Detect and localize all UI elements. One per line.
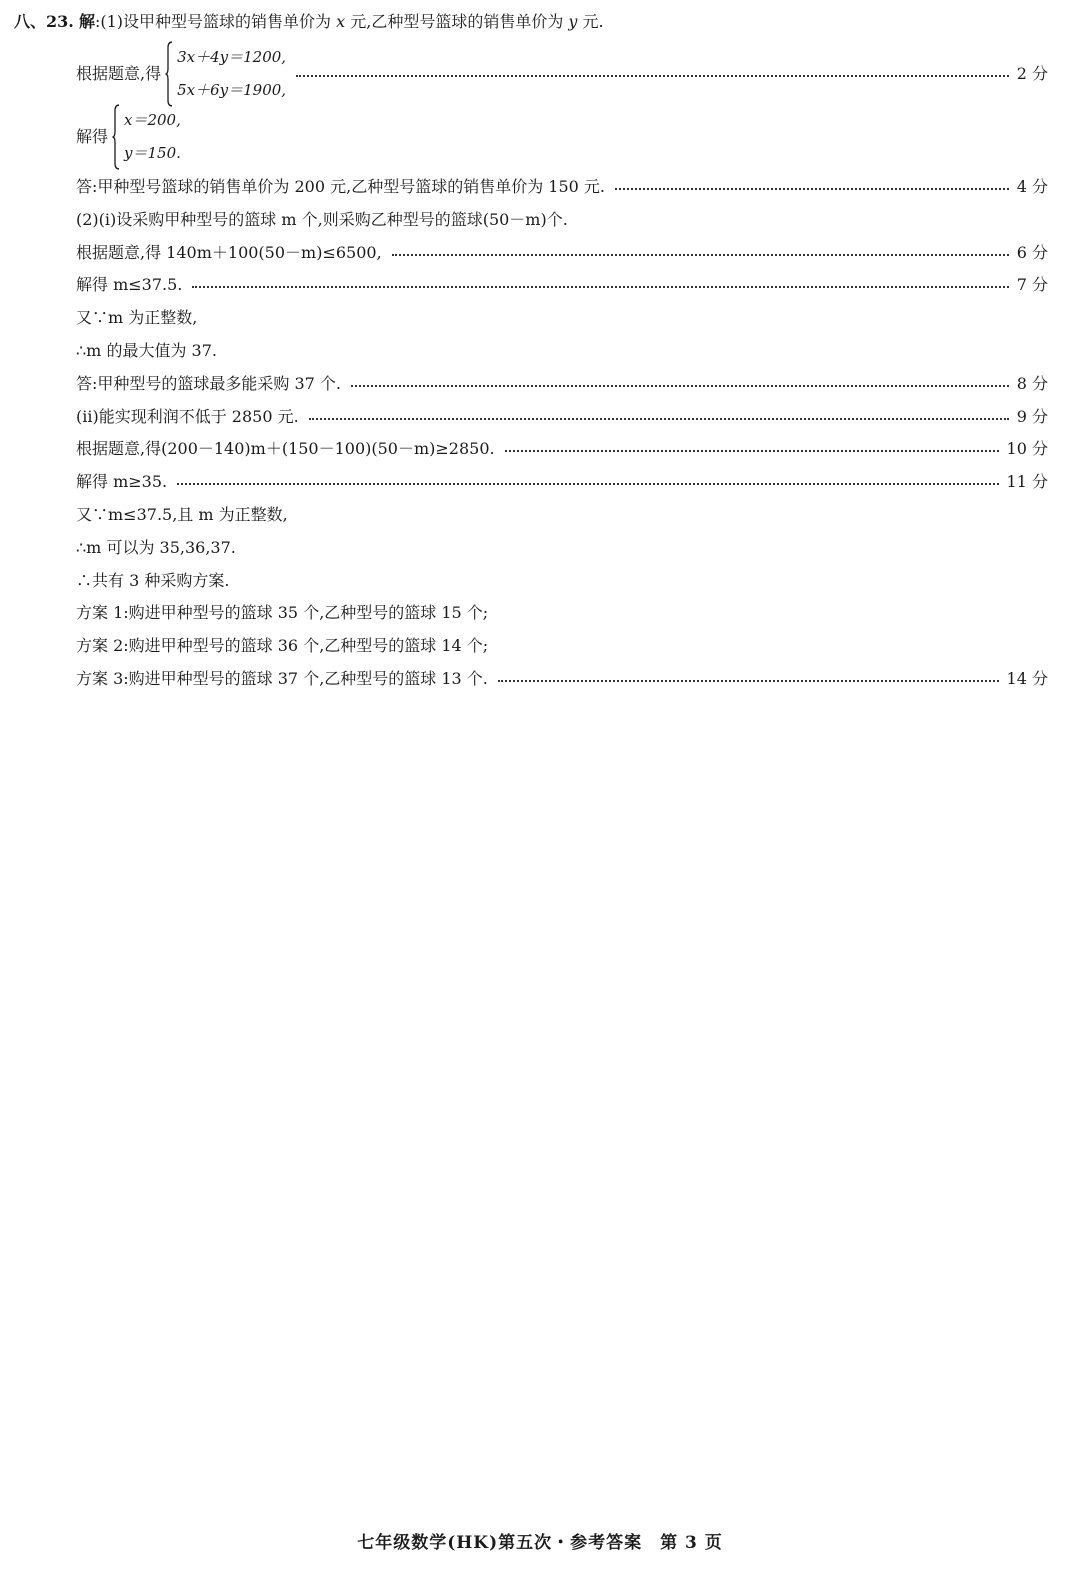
system-eq-2: 5x＋6y＝1900, [177,81,287,99]
line-text: (ⅱ)能实现利润不低于 2850 元. [76,406,299,426]
dot-leader [392,254,1009,256]
solution-line-answer1 [76,176,1048,198]
solution-line-because2 [76,504,1048,526]
score-label: 10 分 [1006,439,1048,459]
left-brace-icon [112,104,120,170]
line-text: 答:甲种型号篮球的销售单价为 200 元,乙种型号篮球的销售单价为 150 元. [76,177,605,196]
solution-line-solve1 [76,274,1048,296]
score-label: 7 分 [1016,275,1048,295]
line-text: 答:甲种型号的篮球最多能采购 37 个. [76,373,342,393]
dot-leader [309,418,1009,420]
score-label: 4 分 [1016,177,1048,196]
solution-system-line [76,111,1048,162]
system-equations [76,41,286,107]
line-text: (2)(ⅰ)设采购甲种型号的篮球 m 个,则采购乙种型号的篮球(50－m)个. [76,209,568,229]
solution-line-plan1 [76,602,1048,624]
score-label: 6 分 [1016,242,1048,262]
score-label: 14 分 [1006,669,1048,688]
dot-leader [177,483,998,485]
line-text: 根据题意,得(200－140)m＋(150－100)(50－m)≥2850. [76,439,495,459]
variable-x: x [336,12,346,31]
solution-line-plan3 [76,668,1048,690]
variable-y: y [568,12,578,31]
system-eq-1: 3x＋4y＝1200, [177,48,287,66]
line-text: ∴m 可以为 35,36,37. [76,537,236,557]
dot-leader [498,680,999,682]
problem-header [14,11,604,33]
line-text: 方案 3:购进甲种型号的篮球 37 个,乙种型号的篮球 13 个. [76,669,488,688]
solution-system [76,104,181,170]
solution-line-plan2 [76,635,1048,657]
dot-leader [192,286,1008,288]
system-prefix: 根据题意,得 [76,64,162,83]
line-text: 解得 m≥35. [76,472,168,492]
solution-line-because1 [76,307,1048,329]
solution-line-part2i [76,209,1048,231]
line-text: 方案 2:购进甲种型号的篮球 36 个,乙种型号的篮球 14 个; [76,636,489,656]
dot-leader [296,75,1009,77]
score-label: 2 分 [1016,64,1048,83]
solution-eq-2: y＝150. [124,144,181,162]
dot-leader [505,450,999,452]
line-text: 解得 m≤37.5. [76,275,183,295]
system-equations-line [76,48,1048,99]
solution-line-therefore1 [76,340,1048,362]
intro-text-c: 元. [577,12,604,31]
solution-line-therefore3 [76,570,1048,592]
solution-line-therefore2 [76,537,1048,559]
solution-line-answer2 [76,373,1048,395]
solution-line-ineq2 [76,438,1048,460]
score-label: 9 分 [1016,406,1048,426]
left-brace-icon [165,41,173,107]
solution-line-solve2 [76,471,1048,493]
line-text: 方案 1:购进甲种型号的篮球 35 个,乙种型号的篮球 15 个; [76,603,489,623]
intro-text-a: :(1)设甲种型号篮球的销售单价为 [94,12,337,31]
line-text: 又∵m≤37.5,且 m 为正整数, [76,505,288,524]
solution-prefix: 解得 [76,127,109,146]
line-text: 又∵m 为正整数, [76,308,198,328]
score-label: 11 分 [1006,472,1048,492]
solution-eq-1: x＝200, [124,111,181,129]
solution-line-part2ii [76,406,1048,428]
line-text: 根据题意,得 140m＋100(50－m)≤6500, [76,242,382,262]
page-footer: 七年级数学(HK)第五次・参考答案 第 3 页 [357,1533,723,1553]
problem-label: 八、23. [14,12,74,31]
dot-leader [615,188,1009,190]
line-text: ∴共有 3 种采购方案. [76,570,230,590]
score-label: 8 分 [1016,373,1048,393]
line-text: ∴m 的最大值为 37. [76,341,217,360]
intro-text-b: 元,乙种型号篮球的销售单价为 [345,12,569,31]
solution-line-ineq1 [76,242,1048,264]
dot-leader [351,385,1009,387]
solve-word: 解 [78,12,95,31]
